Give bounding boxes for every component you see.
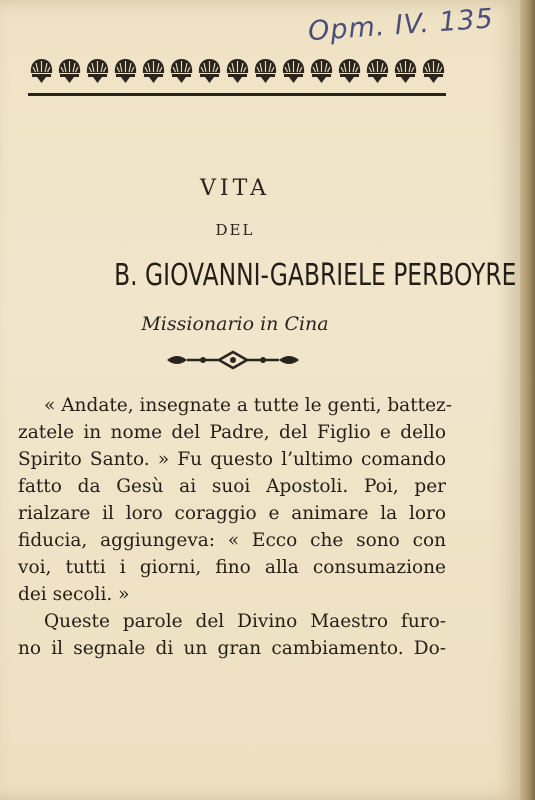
text-line: Queste parole del Divino Maestro furo- bbox=[44, 611, 446, 632]
title-subtitle: Missionario in Cina bbox=[141, 313, 329, 335]
header-ornament-band bbox=[28, 55, 448, 85]
handwritten-shelfmark: Opm. IV. 135 bbox=[307, 3, 495, 48]
palmette-ornament-icon bbox=[140, 55, 167, 85]
palmette-ornament-icon bbox=[280, 55, 307, 85]
ornamental-divider bbox=[163, 350, 303, 370]
palmette-ornament-icon bbox=[196, 55, 223, 85]
palmette-ornament-icon bbox=[252, 55, 279, 85]
palmette-ornament-icon bbox=[420, 55, 447, 85]
text-line: zatele in nome del Padre, del Figlio e dello bbox=[18, 422, 446, 443]
palmette-ornament-icon bbox=[308, 55, 335, 85]
text-line: rialzare il loro coraggio e animare la loro bbox=[18, 503, 446, 524]
palmette-ornament-icon bbox=[84, 55, 111, 85]
body-text bbox=[18, 392, 453, 662]
palmette-ornament-icon bbox=[336, 55, 363, 85]
text-line: no il segnale di un gran cambiamento. Do- bbox=[18, 638, 446, 659]
text-line: voi, tutti i giorni, fino alla consumazione bbox=[18, 557, 446, 578]
text-line: fatto da Gesù ai suoi Apostoli. Poi, per bbox=[18, 476, 446, 497]
page-edge bbox=[520, 0, 535, 800]
palmette-ornament-icon bbox=[168, 55, 195, 85]
palmette-ornament-icon bbox=[56, 55, 83, 85]
title-name: B. GIOVANNI-GABRIELE PERBOYRE bbox=[114, 258, 517, 293]
palmette-ornament-icon bbox=[28, 55, 55, 85]
palmette-ornament-icon bbox=[112, 55, 139, 85]
palmette-ornament-icon bbox=[364, 55, 391, 85]
palmette-ornament-icon bbox=[392, 55, 419, 85]
text-line: « Andate, insegnate a tutte le genti, battez- bbox=[44, 395, 453, 416]
title-vita: VITA bbox=[200, 176, 270, 201]
palmette-ornament-icon bbox=[224, 55, 251, 85]
text-line: dei secoli. » bbox=[18, 584, 130, 605]
header-rule bbox=[28, 93, 446, 96]
text-line: Spirito Santo. » Fu questo l’ultimo comando bbox=[18, 449, 446, 470]
text-line: fiducia, aggiungeva: « Ecco che sono con bbox=[18, 530, 446, 551]
title-del: DEL bbox=[215, 221, 255, 239]
